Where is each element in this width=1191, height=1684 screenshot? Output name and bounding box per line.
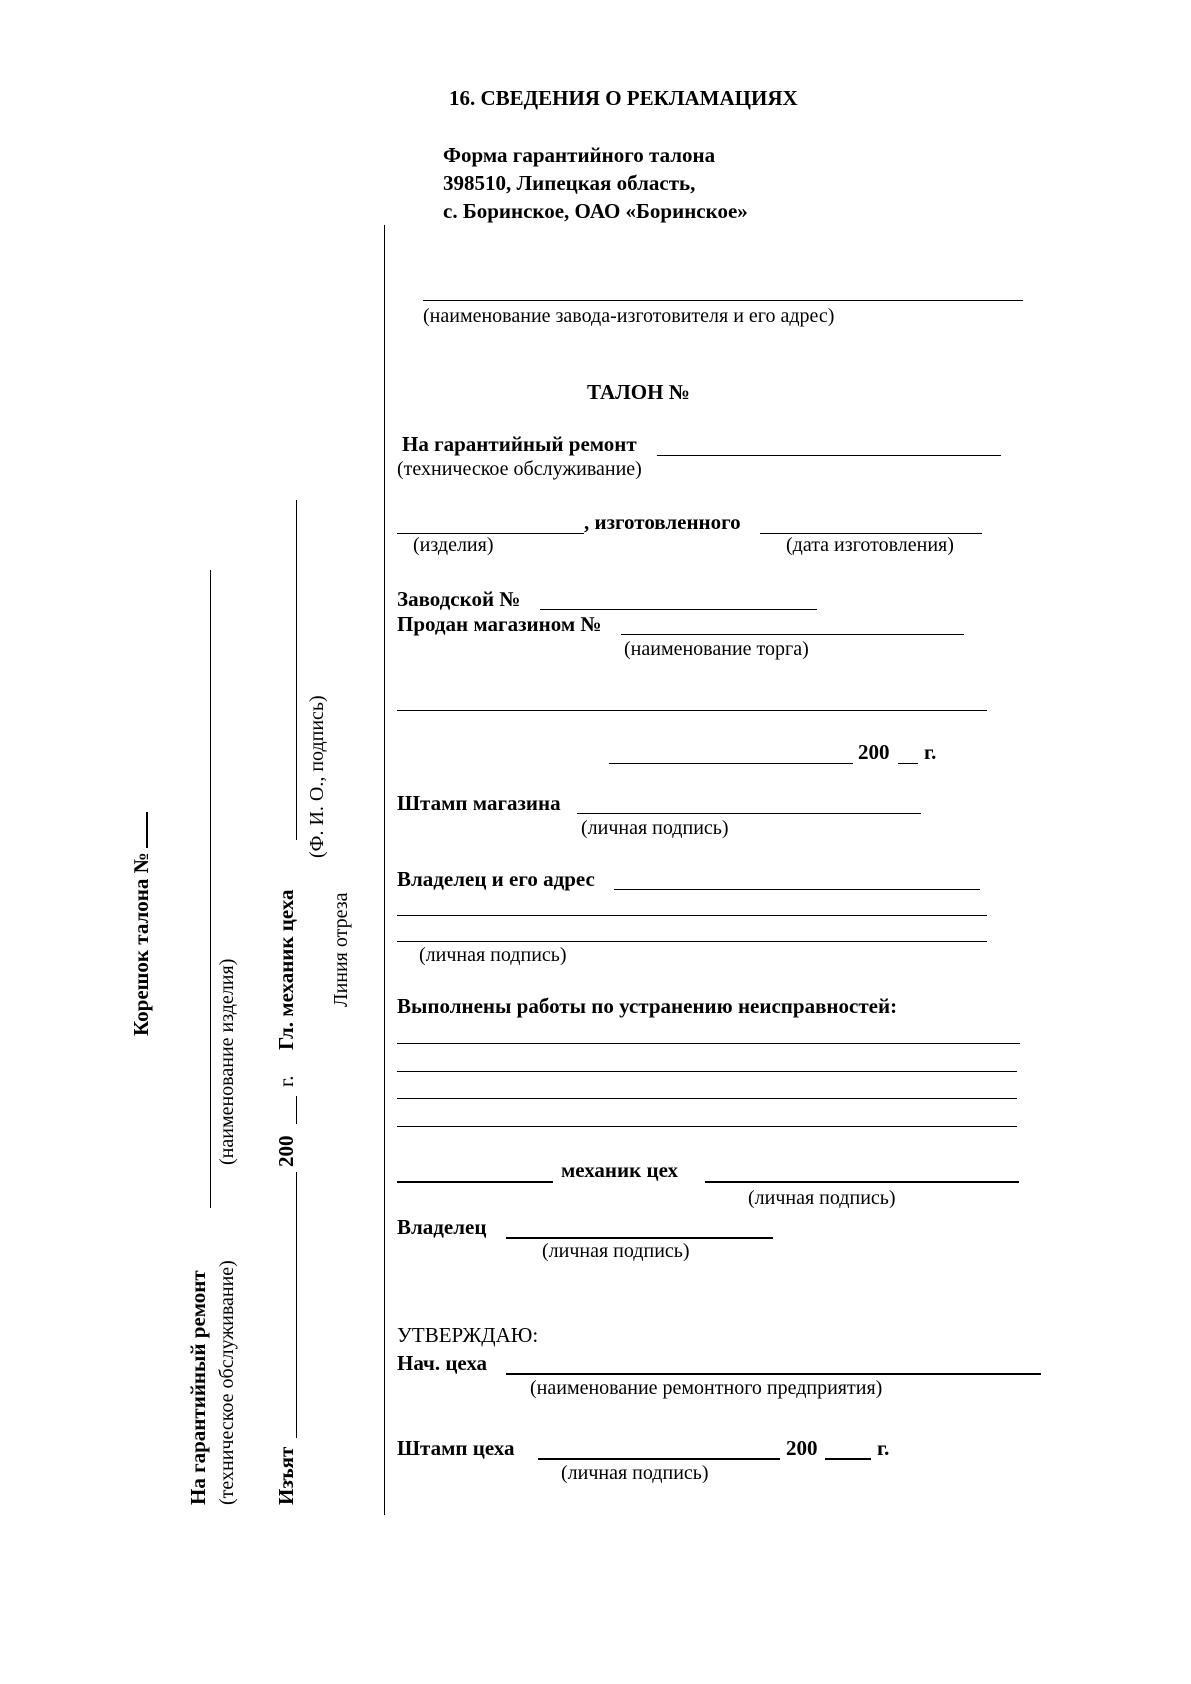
stub-product-field-line xyxy=(210,570,211,1208)
stub-mechanic-field-line xyxy=(296,500,297,840)
year-label: 200 xyxy=(858,740,890,764)
shop-stamp-label: Штамп магазина xyxy=(397,791,561,815)
personal-signature-3: (личная подпись) xyxy=(748,1187,896,1209)
stub-cut-line-label: Линия отреза xyxy=(330,892,352,1007)
approve-label: УТВЕРЖДАЮ: xyxy=(397,1323,539,1347)
talon-title: ТАЛОН № xyxy=(587,380,690,404)
works-label: Выполнены работы по устранению неисправностей: xyxy=(397,994,898,1018)
stub-warranty-label: На гарантийный ремонт xyxy=(186,1270,210,1505)
trade-caption: (наименование торга) xyxy=(624,638,809,660)
cut-line xyxy=(384,225,385,1515)
stub-removed-label: Изъят xyxy=(274,1446,298,1505)
section-title: 16. СВЕДЕНИЯ О РЕКЛАМАЦИЯХ xyxy=(449,86,798,110)
personal-signature-2: (личная подпись) xyxy=(419,944,567,966)
product-caption: (изделия) xyxy=(413,534,494,556)
mechanic-prefix-line xyxy=(397,1181,553,1183)
shop-field-line xyxy=(621,634,964,635)
workshop-year-field-line xyxy=(825,1458,871,1460)
address-line-1: 398510, Липецкая область, xyxy=(443,171,696,195)
owner-label: Владелец xyxy=(397,1215,487,1239)
date-caption: (дата изготовления) xyxy=(786,534,954,556)
form-title: Форма гарантийного талона xyxy=(443,143,716,167)
warranty-label: На гарантийный ремонт xyxy=(402,432,637,456)
owner-address-field-line-2 xyxy=(397,915,987,916)
workshop-year-label: 200 xyxy=(786,1436,818,1460)
serial-label: Заводской № xyxy=(397,587,521,611)
works-line-3 xyxy=(397,1098,1017,1099)
owner-address-field-line-3 xyxy=(397,941,987,942)
manufacturer-field-line xyxy=(423,300,1023,301)
works-line-4 xyxy=(397,1126,1017,1127)
stub-removed-date-line xyxy=(296,1172,297,1438)
service-caption: (техническое обслуживание) xyxy=(397,458,642,480)
stub-year-field-line xyxy=(296,1096,297,1124)
stub-title: Корешок талона № xyxy=(129,812,154,1036)
stub-product-caption: (наименование изделия) xyxy=(216,958,238,1165)
manufactured-label: , изготовленного xyxy=(584,510,741,534)
shop-head-field-line xyxy=(506,1373,1041,1375)
warranty-field-line xyxy=(657,455,1001,456)
personal-signature-1: (личная подпись) xyxy=(581,817,729,839)
personal-signature-5: (личная подпись) xyxy=(561,1462,709,1484)
serial-field-line xyxy=(540,609,817,610)
stub-year-label: 200 xyxy=(274,1135,298,1167)
trade-field-line xyxy=(397,710,987,711)
address-line-2: с. Боринское, ОАО «Боринское» xyxy=(443,199,748,223)
manufacturer-caption: (наименование завода-изготовителя и его адрес) xyxy=(423,305,835,327)
personal-signature-4: (личная подпись) xyxy=(542,1240,690,1262)
owner-address-field-line-1 xyxy=(614,889,980,890)
shop-head-label: Нач. цеха xyxy=(397,1351,488,1375)
owner-address-label: Владелец и его адрес xyxy=(397,867,595,891)
year-suffix: г. xyxy=(924,740,937,764)
works-line-2 xyxy=(397,1071,1017,1072)
workshop-stamp-label: Штамп цеха xyxy=(397,1436,515,1460)
stub-name-caption: (Ф. И. О., подпись) xyxy=(306,695,328,858)
workshop-stamp-field-line xyxy=(538,1458,780,1460)
mechanic-field-line xyxy=(705,1181,1019,1183)
sold-label: Продан магазином № xyxy=(397,612,602,636)
date-day-month-line xyxy=(609,763,853,764)
stub-year-suffix: г. xyxy=(274,1075,298,1087)
stub-mechanic-label: Гл. механик цеха xyxy=(274,889,298,1050)
shop-stamp-field-line xyxy=(577,813,921,814)
repair-enterprise-caption: (наименование ремонтного предприятия) xyxy=(530,1377,883,1399)
stub-service-caption: (техническое обслуживание) xyxy=(216,1260,238,1505)
workshop-year-suffix: г. xyxy=(877,1436,890,1460)
year-field-line xyxy=(898,763,918,764)
owner-field-line xyxy=(506,1237,773,1239)
mechanic-label: механик цех xyxy=(561,1158,678,1182)
works-line-1 xyxy=(397,1043,1020,1044)
